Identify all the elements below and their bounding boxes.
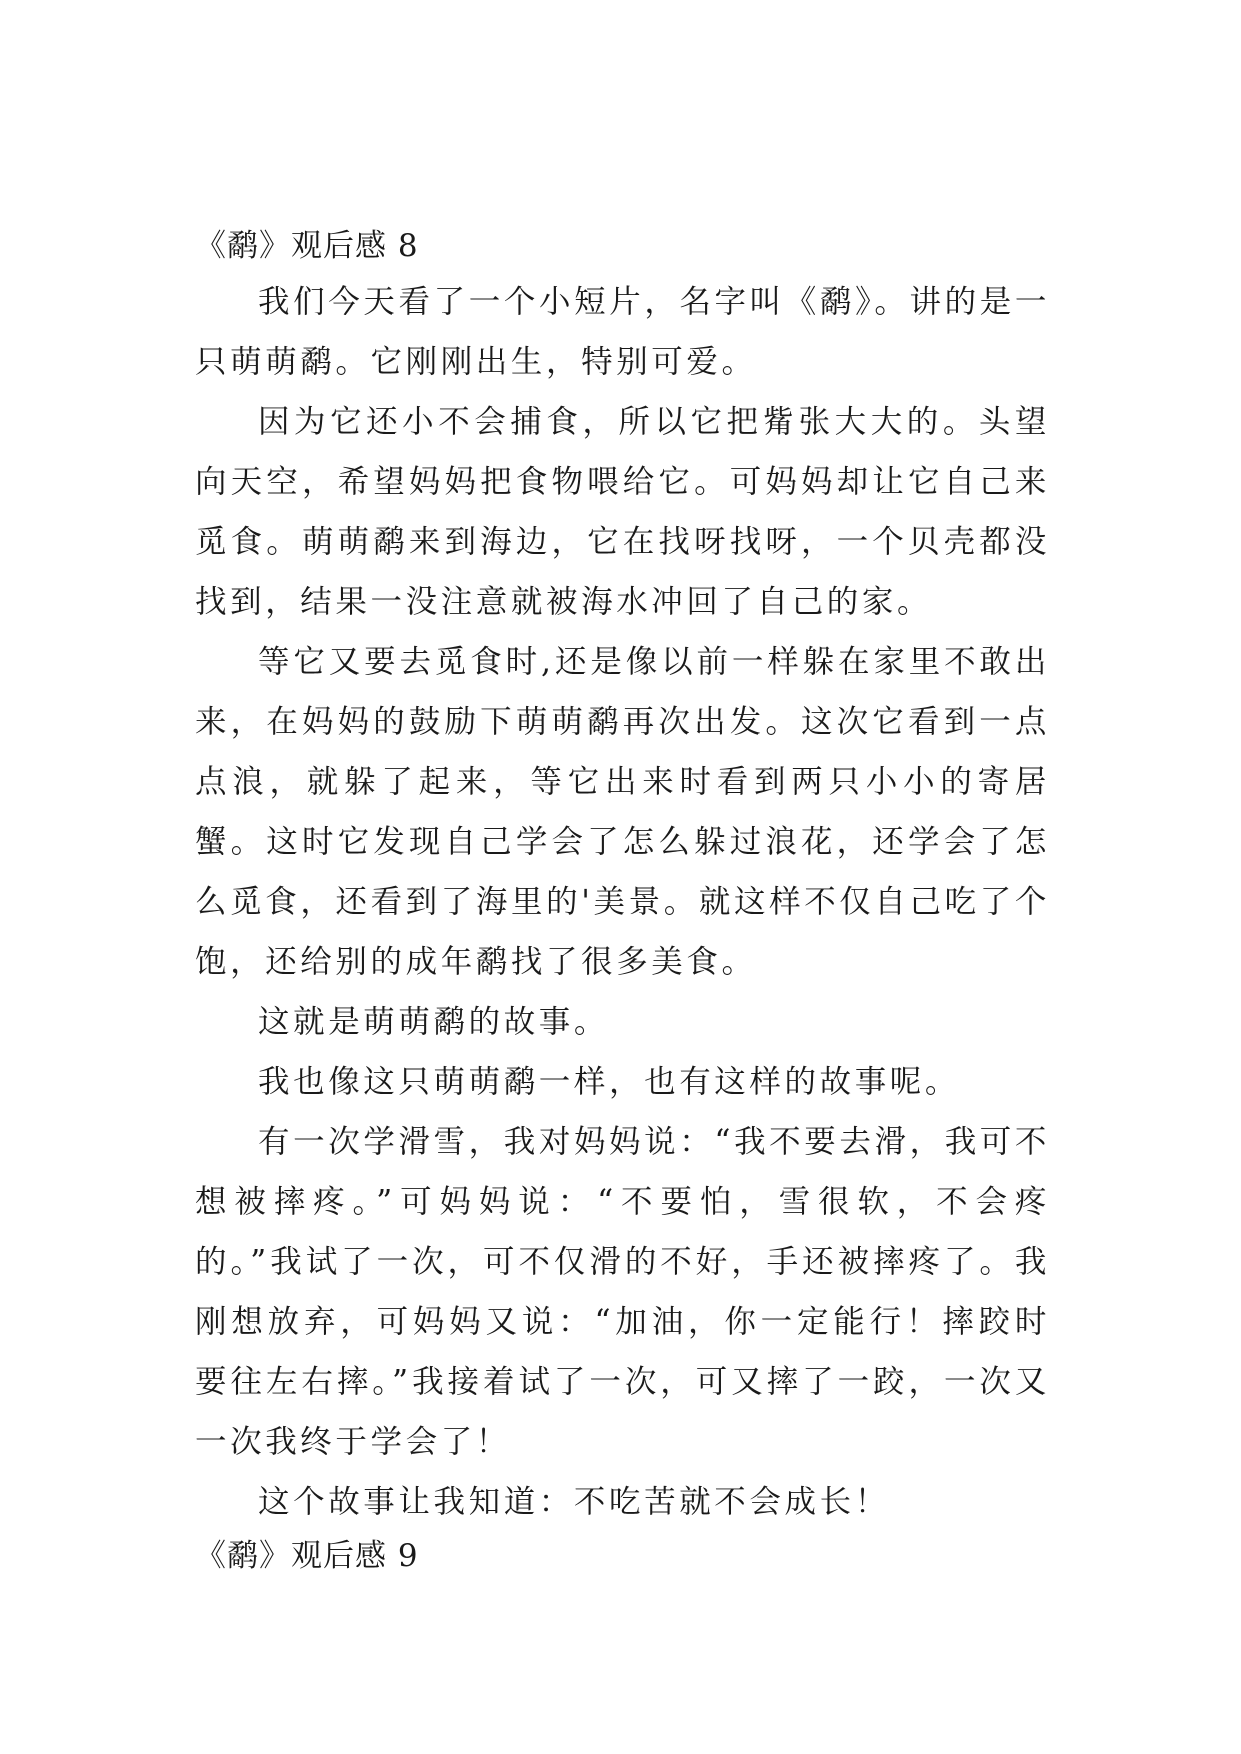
paragraph-7: 这个故事让我知道：不吃苦就不会成长！ <box>258 1484 890 1520</box>
paragraph-3: 等它又要去觅食时,还是像以前一样躲在家里不敢出来，在妈妈的鼓励下萌萌鹬再次出发。这次它看到一点点浪，就躲了起来，等它出来时看到两只小小的寄居蟹。这时它发现自己学会了怎么躲过浪花，还学会了怎么觅食，还看到了海里的'美景。就这样不仅自己吃了个饱，还给别的成年鹬找了很多美食。 <box>195 644 1050 980</box>
section-title-9: 《鹬》观后感 9 <box>195 1538 419 1574</box>
paragraph-1: 我们今天看了一个小短片，名字叫《鹬》。讲的是一只萌萌鹬。它刚刚出生，特别可爱。 <box>195 284 1050 380</box>
paragraph-6: 有一次学滑雪，我对妈妈说：“我不要去滑，我可不想被摔疼。”可妈妈说：“不要怕，雪很软，不会疼的。”我试了一次，可不仅滑的不好，手还被摔疼了。我刚想放弃，可妈妈又说：“加油，你一定能行！摔跤时要往左右摔。”我接着试了一次，可又摔了一跤，一次又一次我终于学会了！ <box>195 1124 1050 1460</box>
paragraph-5: 我也像这只萌萌鹬一样，也有这样的故事呢。 <box>258 1064 961 1100</box>
paragraph-2: 因为它还小不会捕食，所以它把觜张大大的。头望向天空，希望妈妈把食物喂给它。可妈妈却让它自己来觅食。萌萌鹬来到海边，它在找呀找呀，一个贝壳都没找到，结果一没注意就被海水冲回了自己的家。 <box>195 404 1050 620</box>
section-title-8: 《鹬》观后感 8 <box>195 228 419 264</box>
paragraph-4: 这就是萌萌鹬的故事。 <box>258 1004 610 1040</box>
essay-body <box>195 272 1050 1532</box>
